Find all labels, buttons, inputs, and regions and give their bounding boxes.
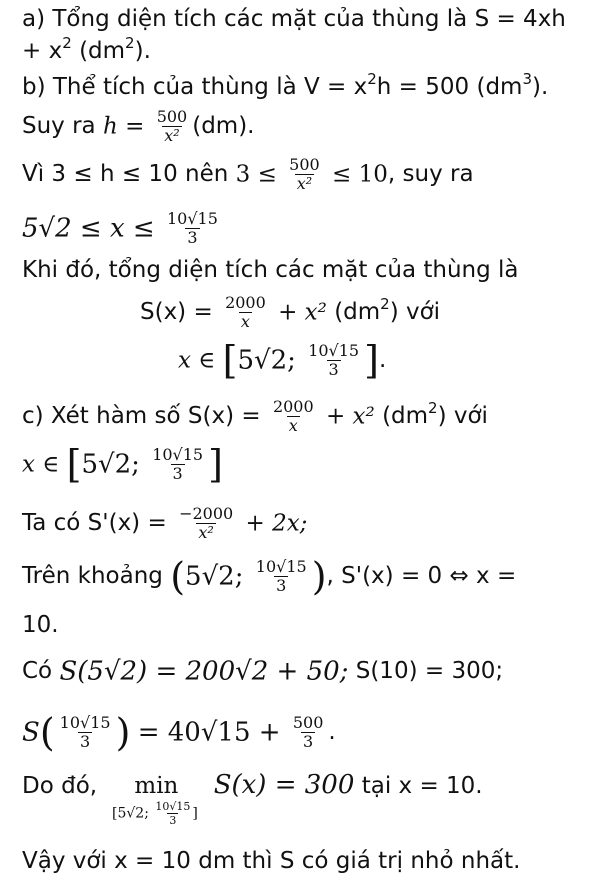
line-tren: Trên khoảng (5√2; $\frac{10√15}{3}$ ), S'(x) = 0 ⇔ x =: [22, 554, 517, 599]
line-c1: c) Xét hàm số S(x) = $\frac{2000}{x}$ + x² $(dm^2)$ với: [22, 397, 488, 435]
min-subscript-interval: [5√2; $\frac{10√15}{3}$ ]: [112, 800, 198, 827]
line-co: Có S(5√2) = 200√2 + 50; S(10) = 300;: [22, 656, 504, 687]
line-b4: 5√2 ≤ x ≤ $\frac{10√15}{3}$: [22, 209, 218, 247]
fraction-10sqrt15-over-3: $\frac{10√15}{3}$: [308, 341, 360, 379]
fraction-10sqrt15-over-3: $\frac{10√15}{3}$: [152, 445, 204, 483]
line-a1: a) Tổng diện tích các mặt của thùng là S = 4xh: [22, 6, 566, 32]
fraction-neg2000-over-x2: $\frac{-2000}{\text{x²}}$: [179, 504, 234, 542]
line-b2: Suy ra h = $\frac{500}{\text{x²}}$ (dm).: [22, 107, 255, 145]
fraction-2000-over-x: $\frac{2000}{x}$: [272, 397, 314, 435]
line-b3: Vì 3 ≤ h ≤ 10 nên 3 ≤ $\frac{500}{\text{x²}}$ ≤ 10, suy ra: [22, 155, 474, 193]
line-vay: Vậy với x = 10 dm thì S có giá trị nhỏ nhất.: [22, 848, 521, 874]
line-c2: x ∈ [5√2; $\frac{10√15}{3}$ ]: [22, 442, 223, 487]
line-ten: 10.: [22, 612, 59, 638]
line-interval: x ∈ [5√2; $\frac{10√15}{3}$ ].: [178, 338, 387, 383]
line-b1: b) Thể tích của thùng là $V = x^2h = 500$ $(dm^3)$.: [22, 70, 549, 100]
fraction-10sqrt15-over-3: $\frac{10√15}{3}$: [167, 209, 218, 247]
line-khi: Khi đó, tổng diện tích các mặt của thùng là: [22, 257, 519, 283]
line-a2: + $x^2$ $(dm^2)$.: [22, 34, 151, 64]
line-sx: S(x) = $\frac{2000}{x}$ + x² $(dm^2)$ với: [140, 293, 441, 331]
fraction-10sqrt15-over-3: $\frac{10√15}{3}$: [255, 557, 307, 595]
line-dodo: Do đó, min S(x) = 300 tại x = 10.: [22, 770, 483, 800]
line-taco: Ta có S'(x) = $\frac{-2000}{\text{x²}}$ + 2x;: [22, 504, 308, 542]
fraction-500-over-3: $\frac{500}{3}$: [292, 713, 324, 751]
fraction-500-over-x2: $\frac{500}{\text{x²}}$: [156, 107, 188, 145]
fraction-500-over-x2: $\frac{500}{\text{x²}}$: [289, 155, 320, 193]
fraction-2000-over-x: $\frac{2000}{x}$: [225, 293, 266, 331]
fraction-10sqrt15-over-3: $\frac{10√15}{3}$: [59, 713, 111, 751]
line-s-frac: S( $\frac{10√15}{3}$ ) = 40√15 + $\frac{500}{3}$ .: [22, 710, 336, 755]
